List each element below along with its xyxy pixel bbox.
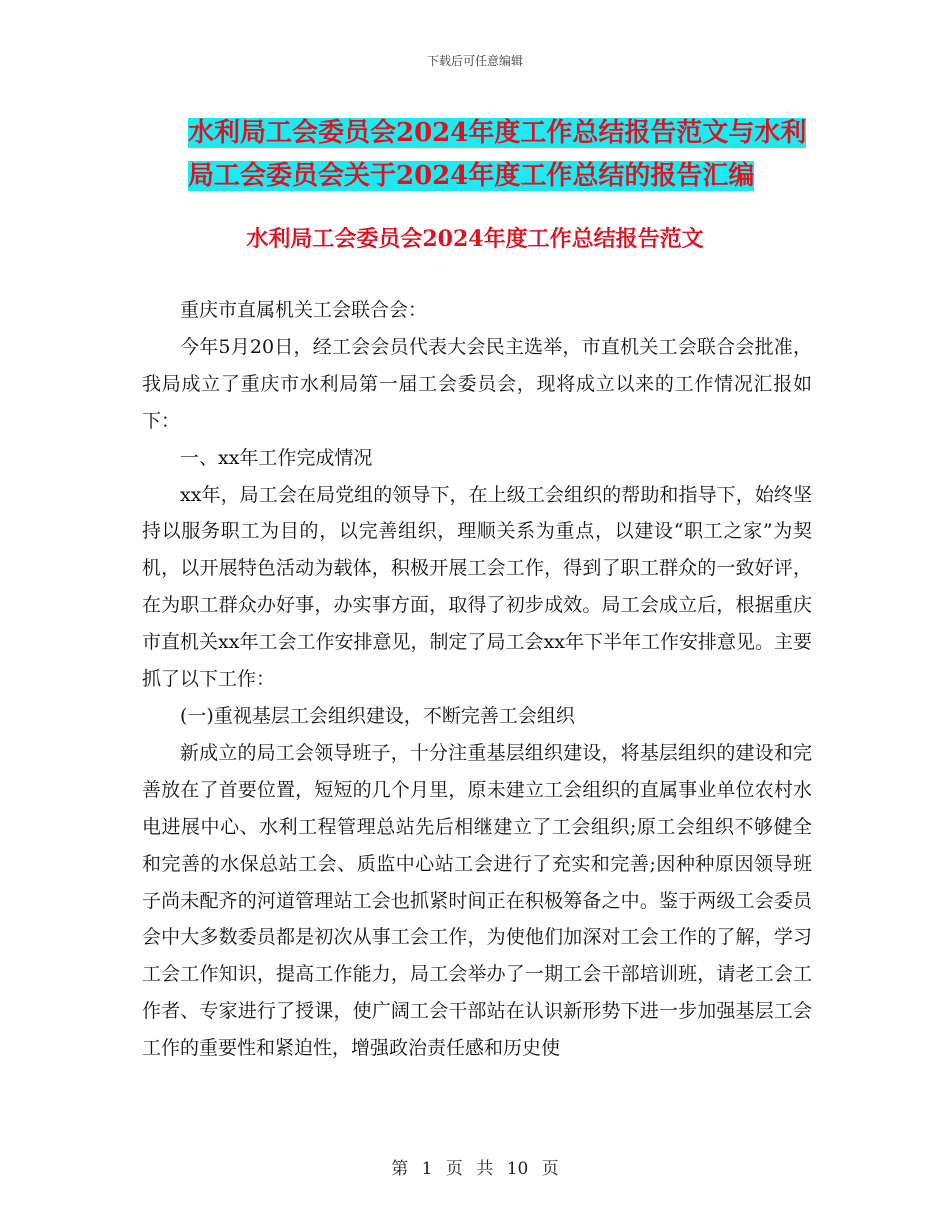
page-header: 下载后可任意编辑: [426, 54, 523, 68]
section-title: 水利局工会委员会2024年度工作总结报告范文: [246, 226, 704, 252]
salutation-paragraph: 重庆市直属机关工会联合会：: [180, 299, 428, 321]
section-heading-1: 一、xx年工作完成情况: [180, 446, 373, 469]
intro-paragraph: 今年5月20日，经工会会员代表大会民主选举，市直机关工会联合会批准，我局成立了重庆市水利局第一届工会委员会，现将成立以来的工作情况汇报如下：: [142, 335, 812, 432]
document-title-line-2: 局工会委员会关于2024年度工作总结的报告汇编: [188, 161, 755, 191]
body-paragraph: xx年，局工会在局党组的领导下，在上级工会组织的帮助和指导下，始终坚持以服务职工为目的，以完善组织，理顺关系为重点，以建设“职工之家”为契机，以开展特色活动为载体，积极开展工会工作，得到了职工群众的一致好评，在为职工群众办好事，办实事方面，取得了初步成效。局工会成立后，根据重庆市直机关xx年工会工作安排意见，制定了局工会xx年下半年工作安排意见。主要抓了以下工作：: [142, 483, 812, 691]
body-paragraph: 新成立的局工会领导班子，十分注重基层组织建设，将基层组织的建设和完善放在了首要位置，短短的几个月里，原未建立工会组织的直属事业单位农村水电进展中心、水利工程管理总站先后相继建立了工会组织;原工会组织不够健全和完善的水保总站工会、质监中心站工会进行了充实和完善;因种种原因领导班子尚未配齐的河道管理站工会也抓紧时间正在积极筹备之中。鉴于两级工会委员会中大多数委员都是初次从事工会工作，为使他们加深对工会工作的了解，学习工会工作知识，提高工作能力，局工会举办了一期工会干部培训班，请老工会工作者、专家进行了授课，使广阔工会干部站在认识新形势下进一步加强基层工会工作的重要性和紧迫性，增强政治责任感和历史使: [142, 741, 812, 1060]
body-text: [142, 292, 812, 1067]
subsection-heading-1: (一)重视基层工会组织建设，不断完善工会组织: [180, 704, 575, 727]
document-title: [188, 112, 838, 198]
document-title-line-1: 水利局工会委员会2024年度工作总结报告范文与水利: [188, 118, 807, 148]
page-footer: 第 1 页 共 10 页: [391, 1159, 559, 1179]
